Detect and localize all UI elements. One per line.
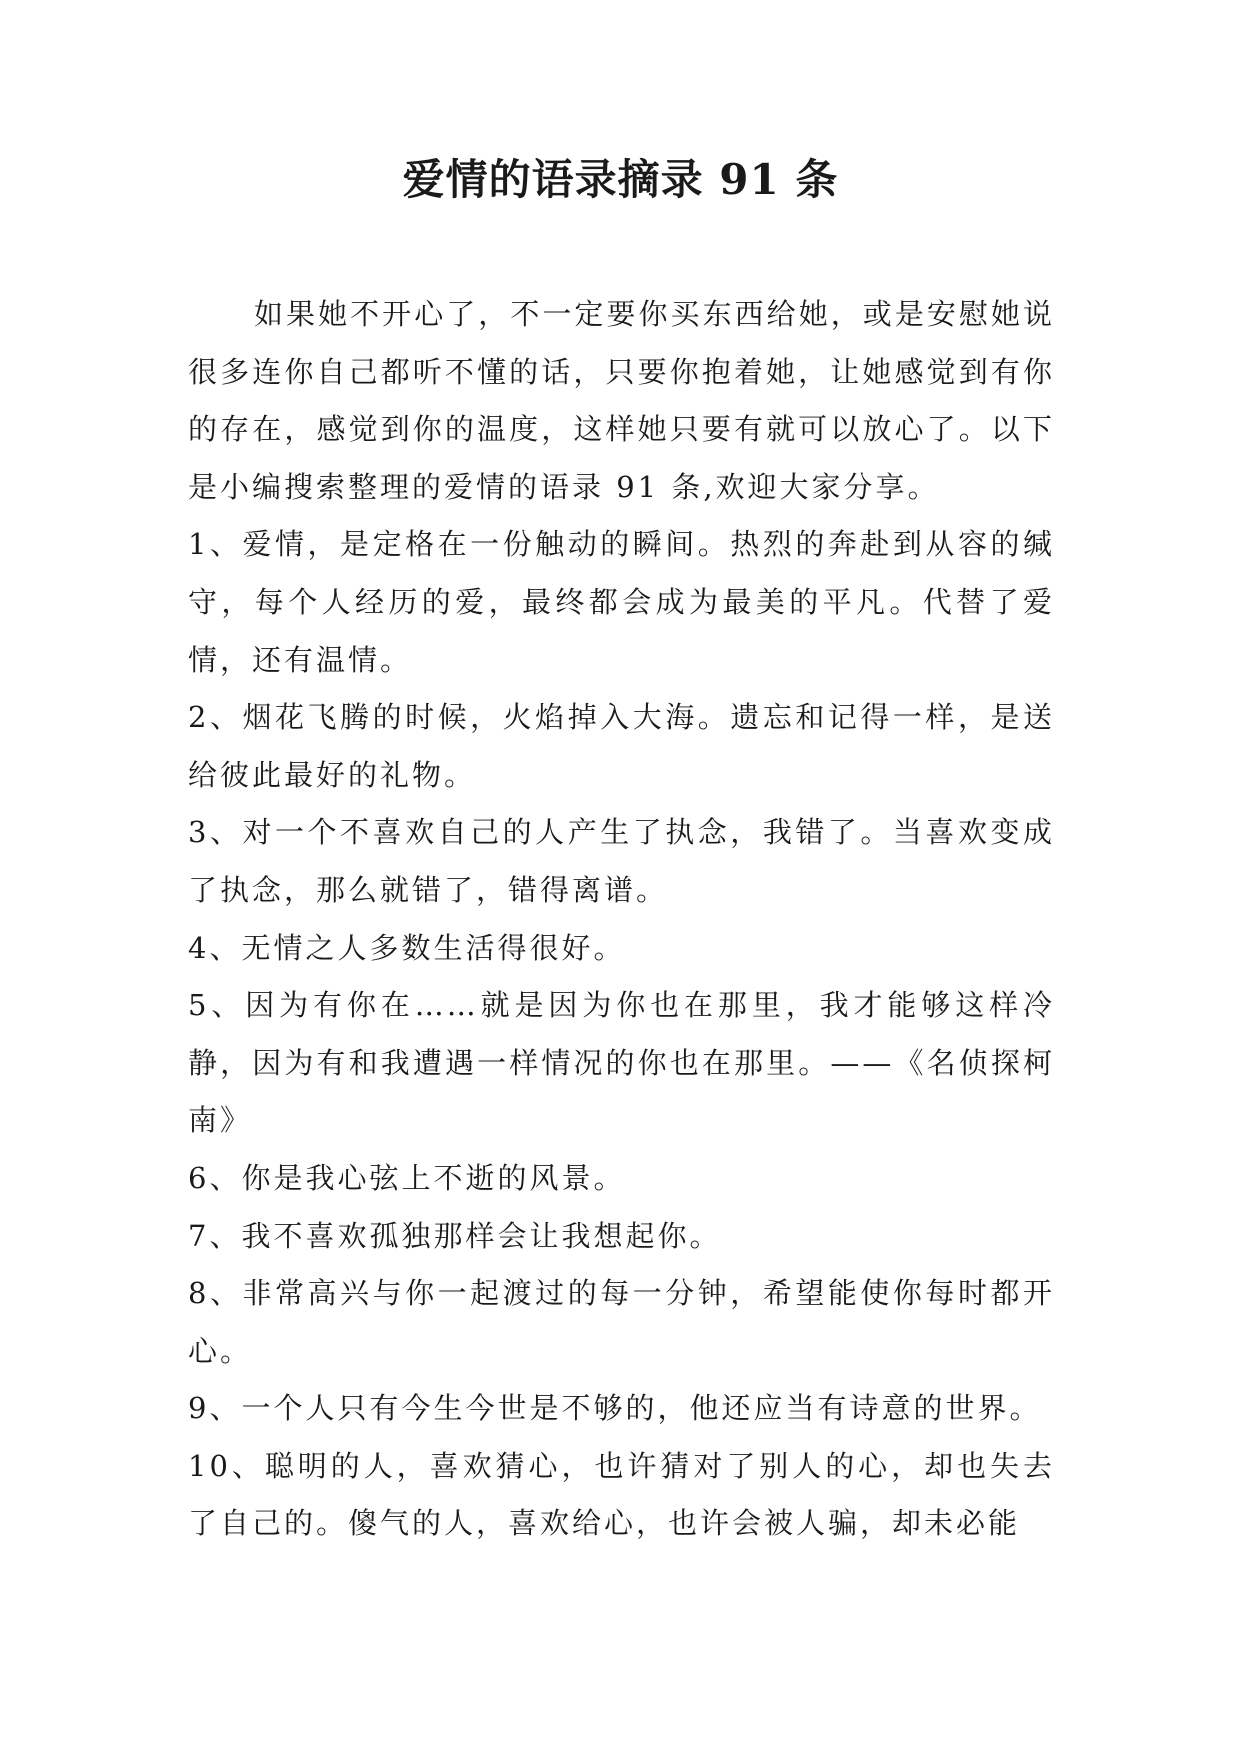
quote-item-5: 5、因为有你在……就是因为你也在那里，我才能够这样冷静，因为有和我遭遇一样情况的你也在那里。——《名侦探柯南》 (188, 988, 1055, 1138)
quote-item-3: 3、对一个不喜欢自己的人产生了执念，我错了。当喜欢变成了执念，那么就错了，错得离谱。 (188, 815, 1055, 907)
document-title: 爱情的语录摘录 91 条 (402, 155, 839, 204)
intro-paragraph: 如果她不开心了，不一定要你买东西给她，或是安慰她说很多连你自己都听不懂的话，只要你抱着她，让她感觉到有你的存在，感觉到你的温度，这样她只要有就可以放心了。以下是小编搜索整理的爱情的语录 91 条,欢迎大家分享。 (188, 297, 1055, 504)
quote-item-7: 7、我不喜欢孤独那样会让我想起你。 (188, 1218, 722, 1253)
quote-item-8: 8、非常高兴与你一起渡过的每一分钟，希望能使你每时都开心。 (188, 1276, 1055, 1368)
document-body (188, 286, 1055, 1553)
quote-item-6: 6、你是我心弦上不逝的风景。 (188, 1160, 626, 1195)
quote-item-1: 1、爱情，是定格在一份触动的瞬间。热烈的奔赴到从容的缄守，每个人经历的爱，最终都会成为最美的平凡。代替了爱情，还有温情。 (188, 527, 1055, 677)
quote-item-9: 9、一个人只有今生今世是不够的，他还应当有诗意的世界。 (188, 1391, 1042, 1426)
quote-item-2: 2、烟花飞腾的时候，火焰掉入大海。遗忘和记得一样，是送给彼此最好的礼物。 (188, 700, 1055, 792)
quote-item-10: 10、聪明的人，喜欢猜心，也许猜对了别人的心，却也失去了自己的。傻气的人，喜欢给心，也许会被人骗，却未必能 (188, 1448, 1055, 1541)
quote-item-4: 4、无情之人多数生活得很好。 (188, 930, 626, 965)
